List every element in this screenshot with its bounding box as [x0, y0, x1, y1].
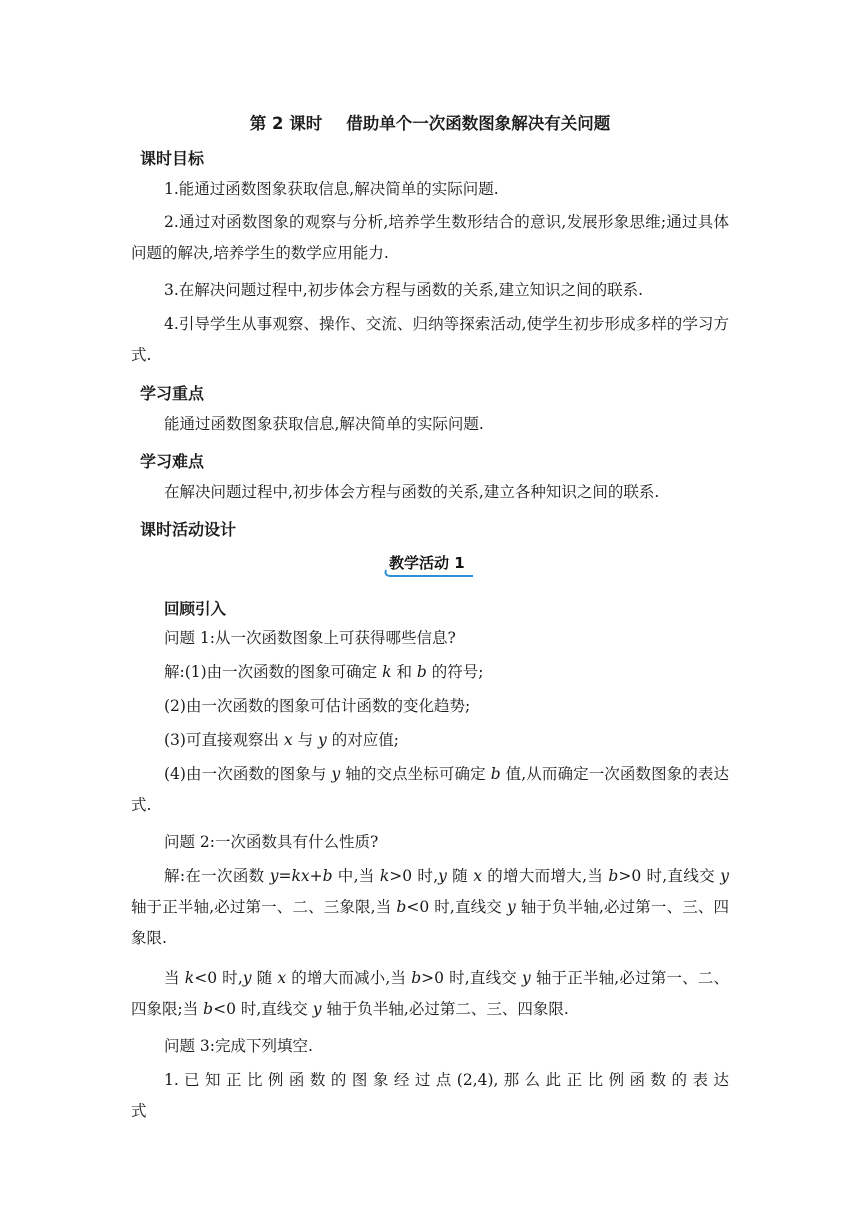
difficulties-text: 在解决问题过程中,初步体会方程与函数的关系,建立各种知识之间的联系.	[164, 483, 660, 501]
q1-answer-4: (4)由一次函数的图象与 y 轴的交点坐标可确定 b 值,从而确定一次函数图象的表达式.	[131, 765, 729, 814]
page-title	[0, 110, 860, 134]
question-3: 问题 3:完成下列填空.	[164, 1037, 313, 1055]
key-points-heading: 学习重点	[140, 384, 205, 403]
activity-badge	[383, 550, 475, 578]
question-2: 问题 2:一次函数具有什么性质?	[164, 833, 379, 851]
question-1: 问题 1:从一次函数图象上可获得哪些信息?	[164, 629, 456, 647]
objective-3: 3.在解决问题过程中,初步体会方程与函数的关系,建立知识之间的联系.	[164, 281, 644, 299]
q1-answer-2: (2)由一次函数的图象可估计函数的变化趋势;	[164, 697, 471, 715]
difficulties-heading: 学习难点	[140, 452, 205, 471]
activity-design-heading: 课时活动设计	[140, 520, 237, 539]
key-points-text: 能通过函数图象获取信息,解决简单的实际问题.	[164, 415, 484, 433]
lesson-number: 第 2 课时	[249, 114, 323, 133]
q3-item-1: 1. 已 知 正 比 例 函 数 的 图 象 经 过 点 (2,4), 那 么 此 正 比 例 函 数 的 表 达 式	[131, 1071, 729, 1120]
objective-4: 4.引导学生从事观察、操作、交流、归纳等探索活动,使学生初步形成多样的学习方式.	[131, 315, 729, 364]
q2-answer-1: 解:在一次函数 y=kx+b 中,当 k>0 时,y 随 x 的增大而增大,当 b>0 时,直线交 y 轴于正半轴,必过第一、二、三象限,当 b<0 时,直线交 y 轴于负半轴,必过第一、三、四象限.	[131, 867, 729, 947]
q1-answer-1: 解:(1)由一次函数的图象可确定 k 和 b 的符号;	[164, 663, 484, 681]
objectives-heading: 课时目标	[140, 149, 205, 168]
review-heading: 回顾引入	[164, 600, 227, 618]
lesson-topic: 借助单个一次函数图象解决有关问题	[346, 114, 611, 133]
activity-badge-label: 教学活动 1	[389, 554, 465, 572]
q2-answer-2: 当 k<0 时,y 随 x 的增大而减小,当 b>0 时,直线交 y 轴于正半轴,必过第一、二、四象限;当 b<0 时,直线交 y 轴于负半轴,必过第二、三、四象限.	[131, 969, 729, 1018]
q1-answer-3: (3)可直接观察出 x 与 y 的对应值;	[164, 731, 399, 749]
objective-1: 1.能通过函数图象获取信息,解决简单的实际问题.	[164, 180, 499, 198]
objective-2: 2.通过对函数图象的观察与分析,培养学生数形结合的意识,发展形象思维;通过具体问题的解决,培养学生的数学应用能力.	[131, 213, 729, 262]
